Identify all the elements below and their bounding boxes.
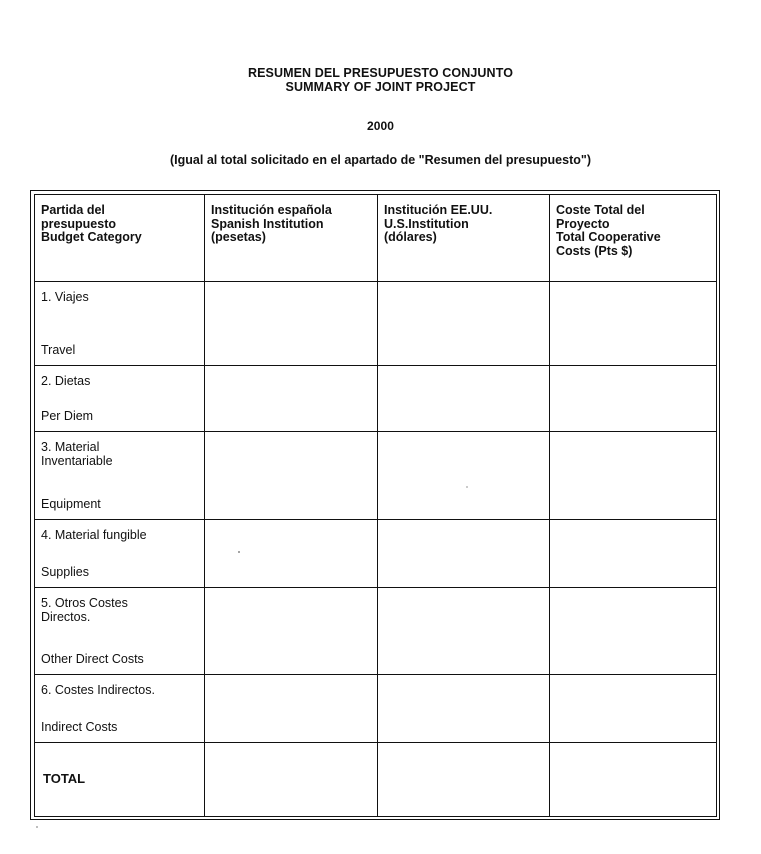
header-line: Costs (Pts $) — [556, 243, 633, 258]
table-row-travel — [35, 282, 717, 366]
category-label-en: Travel — [41, 342, 76, 357]
table-row-indirect-costs — [35, 675, 717, 743]
spanish-amount-cell[interactable] — [205, 282, 378, 366]
us-amount-cell[interactable] — [378, 588, 550, 675]
scan-speck — [36, 826, 38, 828]
header-line: Spanish Institution — [211, 216, 324, 231]
column-header-us-institution — [378, 195, 550, 282]
budget-category-cell — [35, 366, 205, 432]
scan-speck — [238, 551, 240, 553]
table-row-total — [35, 743, 717, 817]
column-header-spanish-institution — [205, 195, 378, 282]
header-line: Institución EE.UU. — [384, 203, 493, 217]
budget-year: 2000 — [366, 119, 395, 133]
category-label-es: 6. Costes Indirectos. — [41, 683, 155, 697]
header-line: Partida del — [41, 203, 105, 217]
us-amount-cell[interactable] — [378, 520, 550, 588]
header-line: Proyecto — [556, 216, 610, 231]
category-label-es: 1. Viajes — [41, 290, 89, 304]
total-amount-cell[interactable] — [550, 588, 717, 675]
header-line: Budget Category — [41, 230, 142, 244]
column-header-total-cost — [550, 195, 717, 282]
table-row-per-diem — [35, 366, 717, 432]
spanish-total-cell[interactable] — [205, 743, 378, 817]
us-amount-cell[interactable] — [378, 366, 550, 432]
spanish-amount-cell[interactable] — [205, 366, 378, 432]
header-line: presupuesto — [41, 216, 117, 231]
us-total-cell[interactable] — [378, 743, 550, 817]
grand-total-cell[interactable] — [550, 743, 717, 817]
table-header-row — [35, 195, 717, 282]
header-line: (pesetas) — [211, 230, 266, 244]
page-title-english: SUMMARY OF JOINT PROJECT — [285, 80, 476, 94]
table-row-equipment — [35, 432, 717, 520]
spanish-amount-cell[interactable] — [205, 588, 378, 675]
spanish-amount-cell[interactable] — [205, 432, 378, 520]
total-amount-cell[interactable] — [550, 366, 717, 432]
header-line: Institución española — [211, 203, 332, 217]
spanish-amount-cell[interactable] — [205, 520, 378, 588]
category-label-en: Equipment — [41, 496, 101, 511]
category-label-en: Supplies — [41, 564, 89, 579]
total-label-cell — [35, 743, 205, 817]
category-label-es: 2. Dietas — [41, 374, 91, 388]
total-amount-cell[interactable] — [550, 282, 717, 366]
header-line: (dólares) — [384, 230, 437, 244]
column-header-budget-category — [35, 195, 205, 282]
us-amount-cell[interactable] — [378, 432, 550, 520]
category-label-es: 4. Material fungible — [41, 528, 147, 542]
budget-category-cell — [35, 432, 205, 520]
category-label-en: Per Diem — [41, 408, 94, 423]
header-line: Total Cooperative — [556, 230, 661, 244]
instruction-note: (Igual al total solicitado en el apartado de "Resumen del presupuesto") — [170, 153, 591, 167]
total-label: TOTAL — [43, 771, 86, 786]
page-title-spanish: RESUMEN DEL PRESUPUESTO CONJUNTO — [247, 66, 514, 80]
us-amount-cell[interactable] — [378, 675, 550, 743]
budget-category-cell — [35, 282, 205, 366]
category-label-en: Other Direct Costs — [41, 651, 144, 666]
category-label-es: 3. Material Inventariable — [41, 440, 113, 468]
us-amount-cell[interactable] — [378, 282, 550, 366]
total-amount-cell[interactable] — [550, 520, 717, 588]
header-line: Coste Total del — [556, 203, 645, 217]
budget-summary-table — [34, 194, 717, 817]
category-label-es: 5. Otros Costes Directos. — [41, 596, 128, 624]
scan-speck — [466, 486, 468, 488]
total-amount-cell[interactable] — [550, 675, 717, 743]
total-amount-cell[interactable] — [550, 432, 717, 520]
category-label-en: Indirect Costs — [41, 719, 118, 734]
budget-category-cell — [35, 588, 205, 675]
spanish-amount-cell[interactable] — [205, 675, 378, 743]
table-row-supplies — [35, 520, 717, 588]
budget-category-cell — [35, 520, 205, 588]
budget-category-cell — [35, 675, 205, 743]
table-row-other-direct-costs — [35, 588, 717, 675]
header-line: U.S.Institution — [384, 216, 469, 231]
